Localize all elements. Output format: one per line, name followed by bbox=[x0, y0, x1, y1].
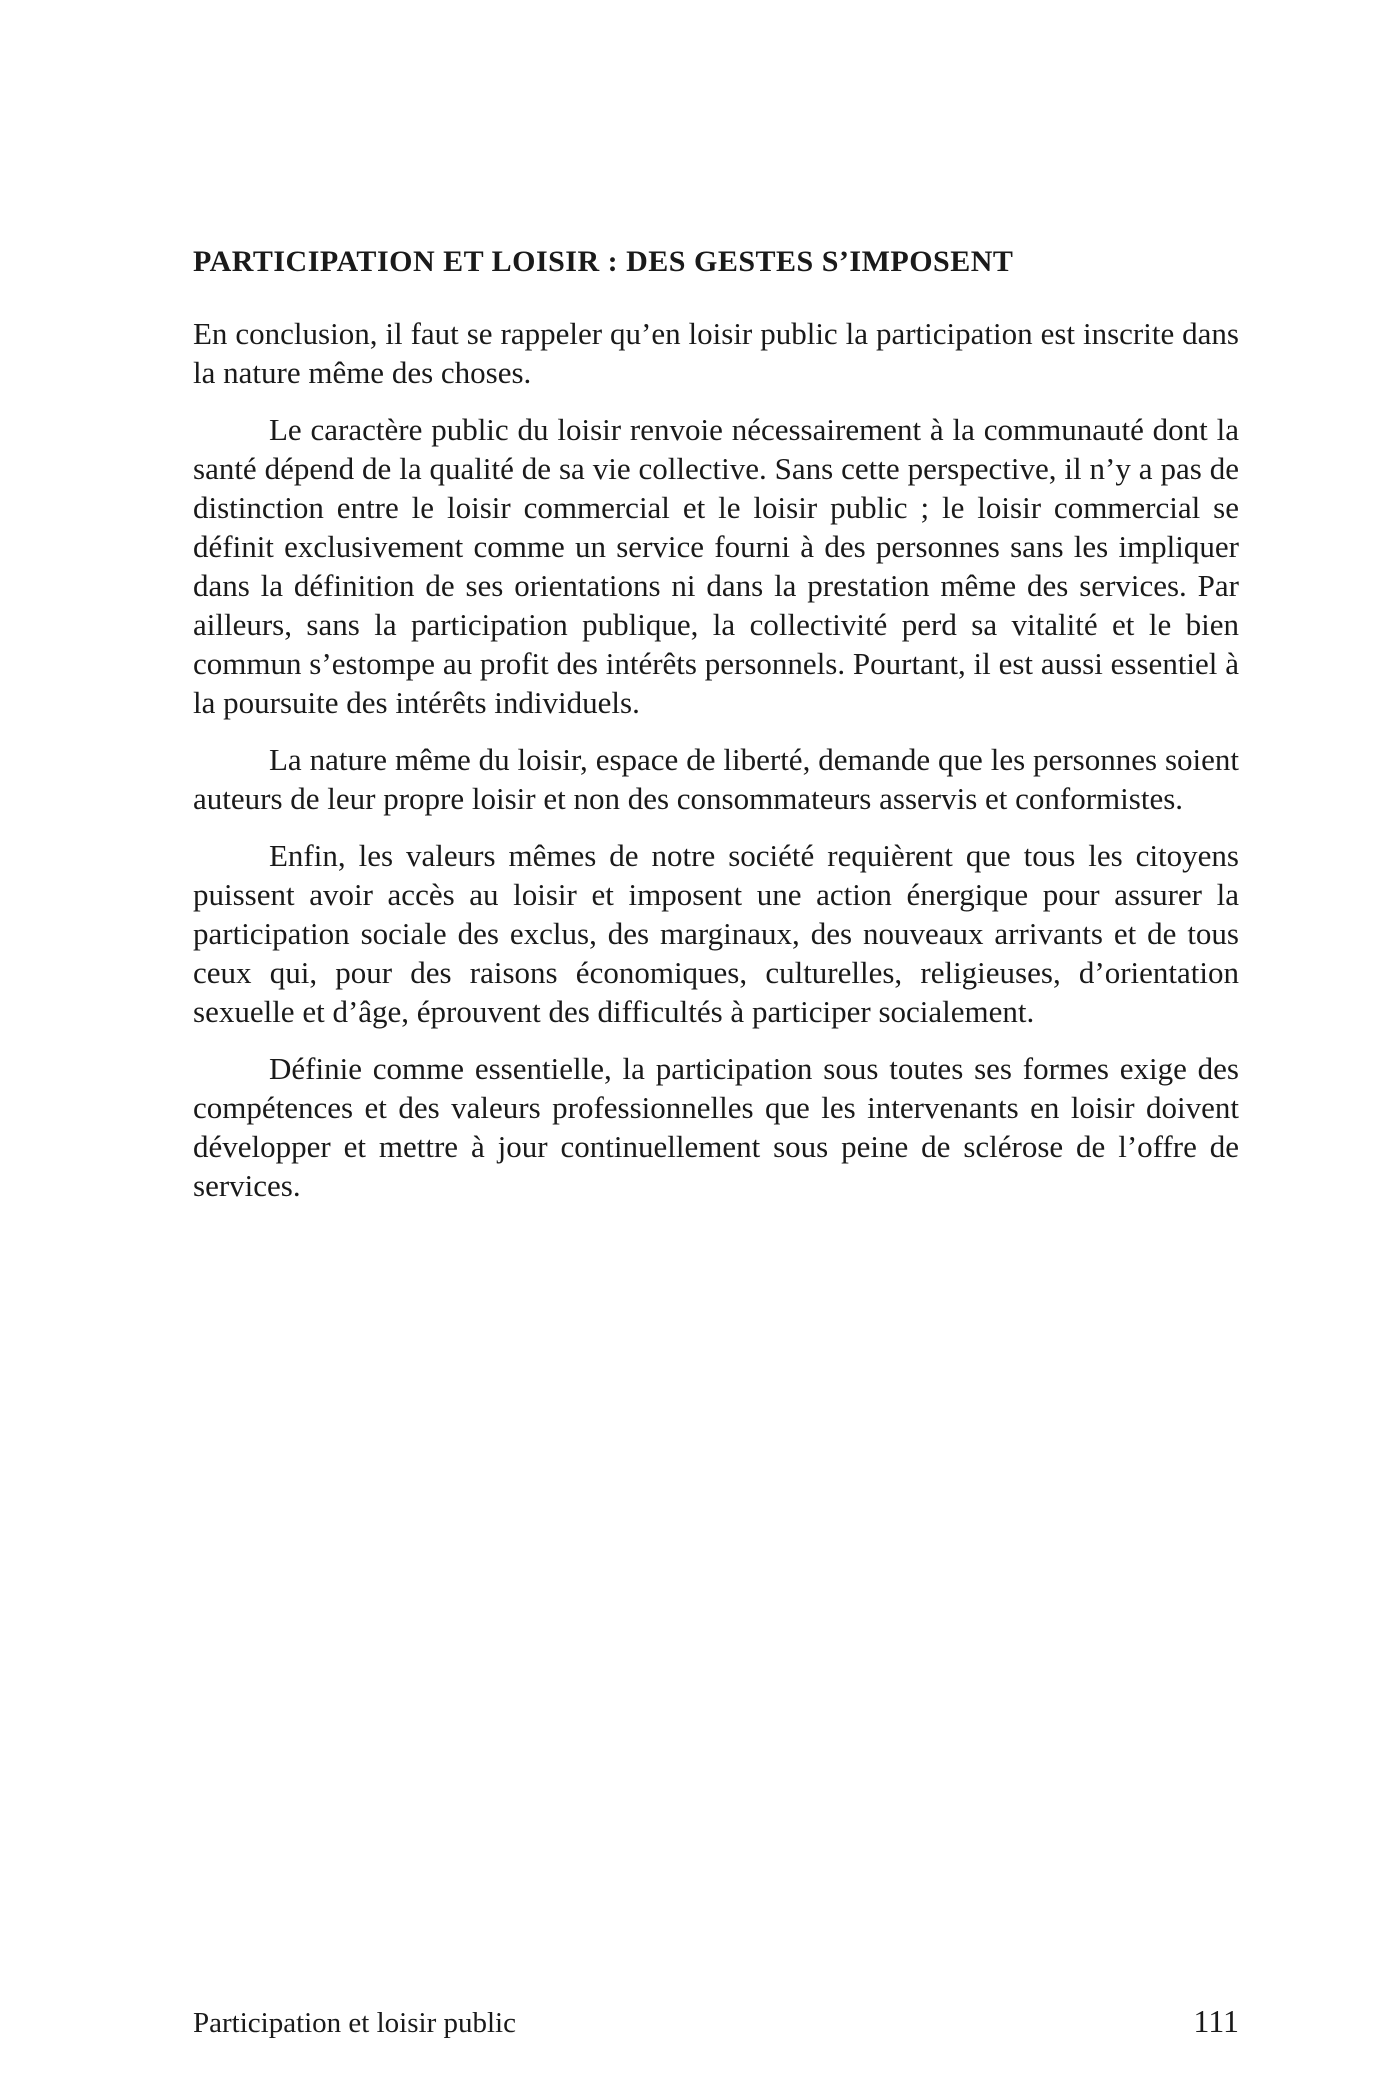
paragraph-society-values: Enfin, les valeurs mêmes de notre société requièrent que tous les citoyens puissent avoir accès au loisir et imposent une action énergique pour assurer la participation sociale des exclus, des marginaux, des nouveaux arrivants et de tous ceux qui, pour des raisons économiques, culturelles, religieuses, d’orientation sexuelle et d’âge, éprouvent des difficultés à participer socialement. bbox=[193, 838, 1239, 1029]
paragraph-public-character: Le caractère public du loisir renvoie nécessairement à la communauté dont la santé dépend de la qualité de sa vie collective. Sans cette perspective, il n’y a pas de distinction entre le loisir commercial et le loisir public ; le loisir commercial se définit exclusivement comme un service fourni à des personnes sans les impliquer dans la définition de ses orientations ni dans la prestation même des services. Par ailleurs, sans la participation publique, la collectivité perd sa vitalité et le bien commun s’estompe au profit des intérêts personnels. Pourtant, il est aussi essentiel à la poursuite des intérêts individuels. bbox=[193, 412, 1239, 720]
paragraph-nature-of-leisure: La nature même du loisir, espace de liberté, demande que les personnes soient auteurs de leur propre loisir et non des consommateurs asservis et conformistes. bbox=[193, 742, 1239, 816]
page-number: 111 bbox=[1193, 2003, 1239, 2039]
section-body bbox=[193, 238, 1239, 1223]
paragraph-conclusion: En conclusion, il faut se rappeler qu’en loisir public la participation est inscrite dans la nature même des choses. bbox=[193, 316, 1239, 390]
running-footer-title: Participation et loisir public bbox=[193, 2007, 516, 2039]
paragraph-essential-participation: Définie comme essentielle, la participation sous toutes ses formes exige des compétences et des valeurs professionnelles que les intervenants en loisir doivent développer et mettre à jour continuellement sous peine de sclérose de l’offre de services. bbox=[193, 1051, 1239, 1203]
section-heading: PARTICIPATION ET LOISIR : DES GESTES S’IMPOSENT bbox=[193, 245, 1014, 278]
page-footer bbox=[193, 2000, 1239, 2040]
